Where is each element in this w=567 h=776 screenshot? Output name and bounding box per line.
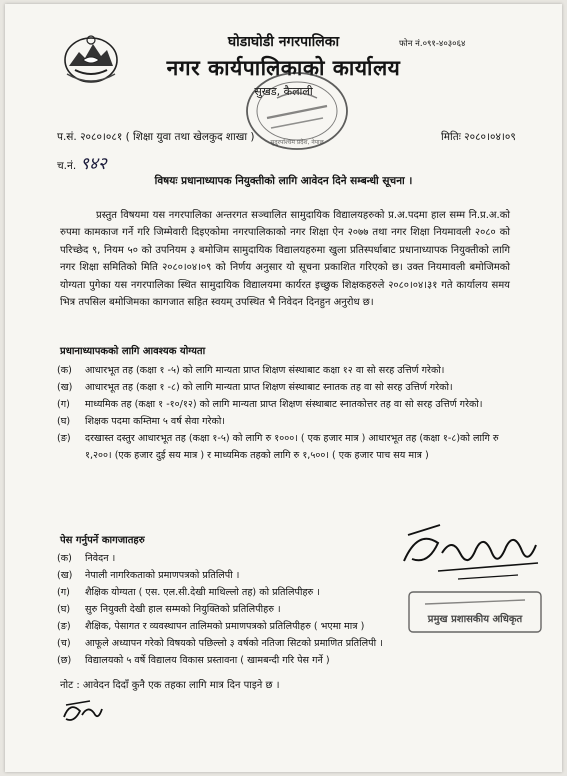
office-address: सुखड, कैलाली: [254, 85, 313, 98]
officer-stamp-text: प्रमुख प्रशासकीय अधिकृत: [427, 614, 523, 625]
initials-signature: [60, 697, 106, 727]
stamp-text: सुदुरपश्चिम प्रदेश, नेपाल: [270, 139, 324, 146]
list-item: (क) आधारभूत तह (कक्षा १ -५) को लागि मान्यता प्राप्त शिक्षण संस्थाबाट कक्षा १२ वा सो सरह उत्तिर्ण गरेको।: [57, 365, 445, 376]
municipality-name: घोडाघोडी नगरपालिका: [227, 34, 340, 50]
phone-number: फोन नं.०९१-४०३०६४: [399, 39, 466, 49]
list-item: (च) आफूले अध्यापन गरेको विषयको पछिल्लो ३ वर्षको नतिजा सिटको प्रमाणित प्रतिलिपी ।: [57, 638, 383, 649]
dispatch-value: ९४२: [80, 154, 107, 174]
notice-body: प्रस्तुत विषयमा यस नगरपालिका अन्तरगत सञ्चालित सामुदायिक विद्यालयहरुको प्र.अ.पदमा हाल सम्म नि.प्र.अ.को रुपमा कामकाज गर्ने गरि जिम्मेवारी दिइएकोमा नगरपालिकाको नगर शिक्षा ऐन २०७७ तथा नगर शिक्षा नियमावली २०८० को परिच्छेद ९, नियम ५० को उपनियम ३ बमोजिम सामुदायिक विद्यालयहरुमा खुला प्रतिस्पर्धाबाट प्रधानाध्यापक नियुक्तीको लागि नगर शिक्षा समितिको मिति २०८०।०४।०९ को निर्णय अनुसार यो सूचना प्रकाशित गरिएको छ। उक्त नियमावली बमोजिमको योग्यता पुगेका यस नगरपालिका स्थित सामुदायिक विद्यालयमा कार्यरत इच्छुक शिक्षकहरुले २०८०।०४।३१ गते कार्यालय समय भित्र तपसिल बमोजिमका कागजात सहित स्वयम् उपस्थित भै निवेदन दिनहुन अनुरोध छ।: [60, 210, 510, 309]
list-item: (ख) आधारभूत तह (कक्षा १ -८) को लागि मान्यता प्राप्त शिक्षण संस्थाबाट स्नातक तह वा सो सरह उत्तिर्ण गरेको।: [57, 382, 453, 393]
list-item: (घ) सुरु नियुक्ती देखी हाल सम्मको नियुक्तिको प्रतिलिपीहरु ।: [57, 604, 281, 615]
dispatch-number: [57, 151, 107, 174]
officer-stamp: [405, 586, 545, 638]
list-item: (ग) माध्यमिक तह (कक्षा १ -१०/१२) को लागि मान्यता प्राप्त शिक्षण संस्थाबाट स्नातकोत्तर तह वा सो सरह उत्तिर्ण गरेको।: [57, 399, 483, 410]
qualifications-heading: प्रधानाध्यापकको लागि आवश्यक योग्यता: [60, 346, 206, 357]
notice-date: मितिः २०८०।०४।०९: [441, 131, 516, 143]
officer-signature: [398, 519, 543, 585]
list-item: (ङ) शैक्षिक, पेसागत र व्यवस्थापन तालिमको प्रमाणपत्रको प्रतिलिपीहरु ( भएमा मात्र ): [57, 621, 365, 632]
list-item: (क) निवेदन ।: [57, 553, 116, 564]
notice-page: [5, 4, 562, 772]
office-name: नगर कार्यपालिकाको कार्यालय: [166, 56, 401, 80]
dispatch-label: च.नं.: [57, 160, 77, 172]
office-round-stamp: [237, 66, 357, 156]
list-item: (घ) शिक्षक पदमा कम्तिमा ५ वर्ष सेवा गरेको।: [57, 416, 225, 427]
list-item: (ङ) दरखास्त दस्तुर आधारभूत तह (कक्षा १-५) को लागि रु १०००। ( एक हजार मात्र ) आधारभूत तह (कक्षा १-८)को लागि रु १,२००। (एक हजार दुई सय मात्र ) र माध्यमिक तहको लागि रु १,५००। ( एक हजार पाच सय मात्र ): [57, 433, 499, 461]
list-item: (ग) शैक्षिक योग्यता ( एस. एल.सी.देखी माथिल्लो तह) को प्रतिलिपीहरु ।: [57, 587, 320, 598]
qualifications-list: [57, 362, 517, 464]
list-item: (ख) नेपाली नागरिकताको प्रमाणपत्रको प्रतिलिपी ।: [57, 570, 240, 581]
reference-number: प.सं. २०८०।०८१ ( शिक्षा युवा तथा खेलकुद शाखा ): [57, 131, 255, 143]
documents-heading: पेस गर्नुपर्ने कागजातहरु: [60, 535, 145, 546]
list-item: (छ) विद्यालयको ५ वर्षे विद्यालय विकास प्रस्तावना ( खामबन्दी गरि पेस गर्ने ): [57, 655, 330, 666]
notice-subject: विषयः प्रधानाध्यापक नियुक्तीको लागि आवेदन दिने सम्बन्धी सूचना ।: [154, 175, 413, 187]
notice-footnote: नोट : आवेदन दिदाँ कुनै एक तहका लागि मात्र दिन पाइने छ ।: [60, 680, 280, 691]
